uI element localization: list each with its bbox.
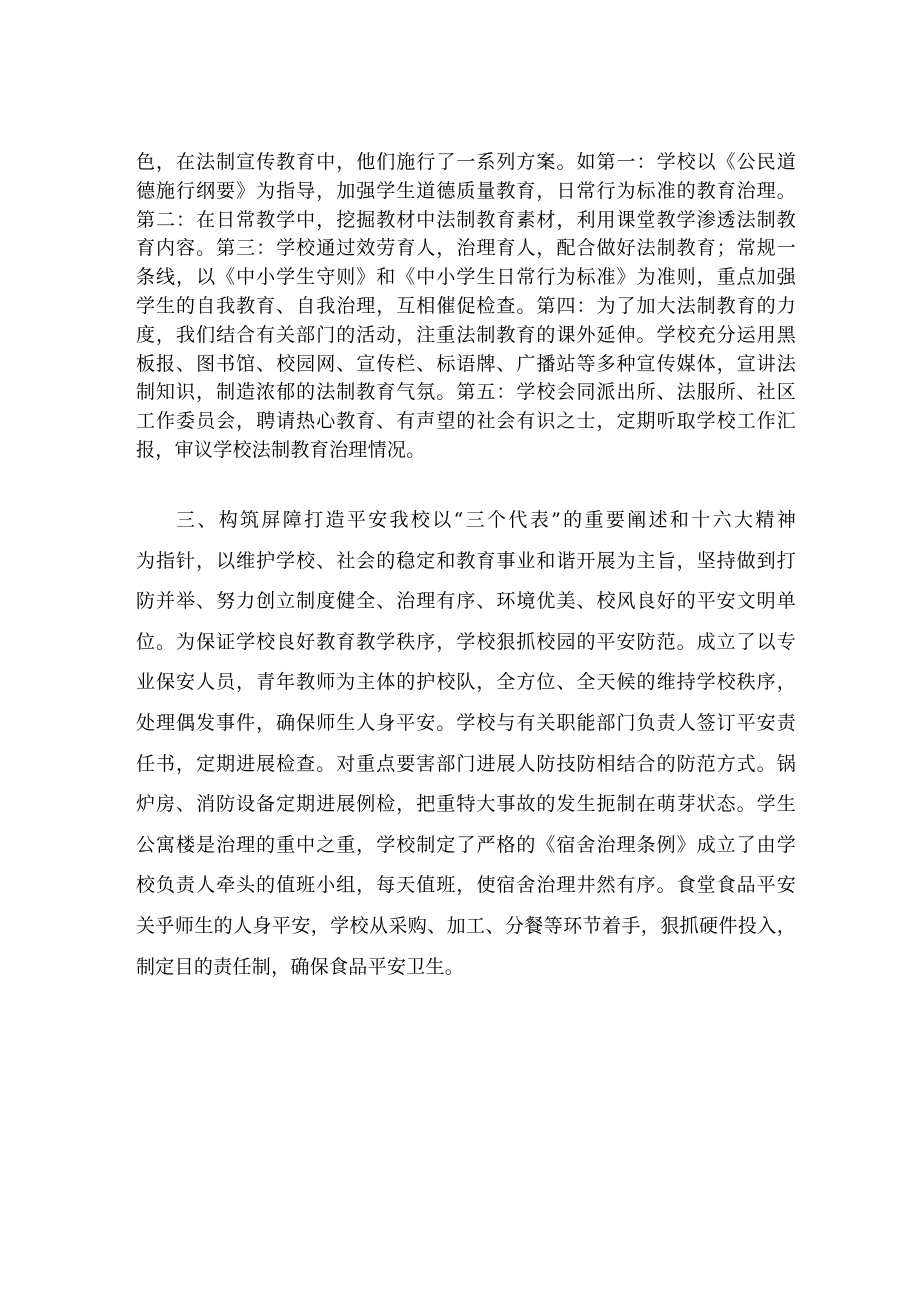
text-line: 处理偶发事件，确保师生人身平安。学校与有关职能部门负责人签订平安责	[136, 711, 796, 734]
text-line: 第二：在日常教学中，挖掘教材中法制教育素材，利用课堂教学渗透法制教	[136, 208, 796, 231]
text-line: 为指针，以维护学校、社会的稳定和教育事业和谐开展为主旨，坚持做到打	[136, 549, 796, 572]
text-line: 制知识，制造浓郁的法制教育气氛。第五：学校会同派出所、法服所、社区	[136, 381, 796, 404]
paragraph-legal-education	[136, 148, 796, 465]
text-line: 位。为保证学校良好教育教学秩序，学校狠抓校园的平安防范。成立了以专	[136, 630, 796, 653]
text-line: 业保安人员，青年教师为主体的护校队，全方位、全天候的维持学校秩序，	[136, 671, 796, 694]
text-line: 防并举、努力创立制度健全、治理有序、环境优美、校风良好的平安文明单	[136, 590, 796, 613]
text-line: 板报、图书馆、校园网、宣传栏、标语牌、广播站等多种宣传媒体，宣讲法	[136, 352, 796, 375]
text-line: 任书，定期进展检查。对重点要害部门进展人防技防相结合的防范方式。锅	[136, 752, 796, 775]
text-line: 学生的自我教育、自我治理，互相催促检查。第四：为了加大法制教育的力	[136, 294, 796, 317]
text-line: 炉房、消防设备定期进展例检，把重特大事故的发生扼制在萌芽状态。学生	[136, 793, 796, 816]
text-line: 报，审议学校法制教育治理情况。	[136, 438, 426, 461]
text-line: 度，我们结合有关部门的活动，注重法制教育的课外延伸。学校充分运用黑	[136, 323, 796, 346]
text-line: 色，在法制宣传教育中，他们施行了一系列方案。如第一：学校以《公民道	[136, 151, 796, 173]
paragraph-safety-section	[136, 500, 796, 987]
text-line: 育内容。第三：学校通过效劳育人，治理育人，配合做好法制教育；常规一	[136, 237, 796, 260]
text-line: 三、构筑屏障打造平安我校以“三个代表”的重要阐述和十六大精神	[176, 509, 796, 531]
text-line: 公寓楼是治理的重中之重，学校制定了严格的《宿舍治理条例》成立了由学	[136, 833, 796, 856]
text-line: 工作委员会，聘请热心教育、有声望的社会有识之士，定期听取学校工作汇	[136, 410, 796, 433]
text-line: 德施行纲要》为指导，加强学生道德质量教育，日常行为标准的教育治理。	[136, 179, 796, 202]
text-line: 条线，以《中小学生守则》和《中小学生日常行为标准》为准则，重点加强	[136, 266, 796, 289]
text-line: 关乎师生的人身平安，学校从采购、加工、分餐等环节着手，狠抓硬件投入，	[136, 914, 796, 937]
text-line: 制定目的责任制，确保食品平安卫生。	[136, 955, 465, 978]
text-line: 校负责人牵头的值班小组，每天值班，使宿舍治理井然有序。食堂食品平安	[136, 874, 796, 897]
